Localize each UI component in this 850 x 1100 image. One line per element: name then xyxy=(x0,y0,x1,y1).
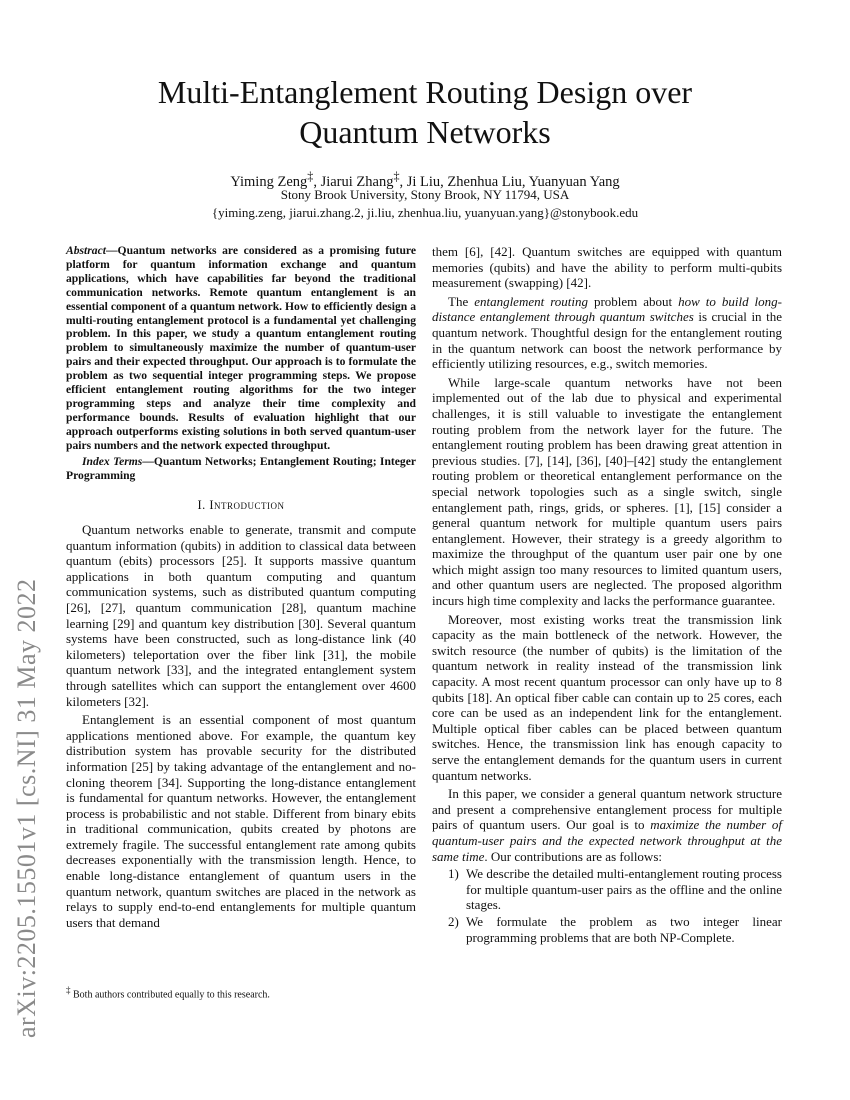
routing-problem-paragraph: The entanglement routing problem about how to build long-distance entanglement through quantum switches is crucial in the quantum network. Thoughtful design for the entanglement routing in the quantum network can boost the network performance by efficiently utilizing resources, e.g., switch memories. xyxy=(432,293,782,372)
other-authors: , Ji Liu, Zhenhua Liu, Yuanyuan Yang xyxy=(399,173,620,190)
right-column xyxy=(432,244,782,946)
footnote xyxy=(66,984,416,1001)
equal-contribution-mark: ‡ xyxy=(307,169,314,183)
title-line-1: Multi-Entanglement Routing Design over xyxy=(157,74,693,110)
title-line-2: Quantum Networks xyxy=(299,114,551,150)
arxiv-side-stamp: arXiv:2205.15501v1 [cs.NI] 31 May 2022 xyxy=(12,578,41,1038)
list-item: 2) We formulate the problem as two integer linear programming problems that are both NP-Complete. xyxy=(448,913,782,945)
footnote-mark: ‡ xyxy=(66,985,71,995)
abstract-label: Abstract xyxy=(66,244,106,257)
intro-paragraph-1: Quantum networks enable to generate, transmit and compute quantum information (qubits) in addition to classical data between quantum (ebits) processors [25]. It supports massive quantum applications in both quantum computing and quantum communication systems, such as distributed quantum computing [26], [27], quantum communication [28], quantum machine learning [29] and quantum key distribution [30]. Several quantum systems have been constructed, such as long-distance link (40 kilometers) teleportation over the fiber link [31], the mobile quantum network [33], and the integrated entanglement system through satellites which can support the entanglement over 4600 kilometers [32]. xyxy=(66,522,416,709)
intro-paragraph-2: Entanglement is an essential component of most quantum applications mentioned above. For example, the quantum key distribution system has provable security for the distributed information [25] by taking advantage of the entanglement and no-cloning theorem [34]. Supporting the long-distance entanglement is fundamental for quantum networks. However, the entanglement process is probabilistic and not stable. Different from binary ebits in traditional communication, qubits created by photons are extremely fragile. The successful entanglement rate among qubits decreases exponentially with the transmission length. Hence, to enable long-distance entanglement of quantum users in the quantum network, quantum switches are placed in the network as relays to supply end-to-end entanglements for multiple quantum users that demand xyxy=(66,712,416,930)
left-column xyxy=(66,244,416,930)
section-heading-introduction: I. Introduction xyxy=(197,498,285,513)
abstract xyxy=(66,244,416,453)
author-list: Yiming Zeng‡, Jiarui Zhang‡, Ji Liu, Zhenhua Liu, Yuanyuan Yang xyxy=(230,169,620,190)
contributions-intro-paragraph: In this paper, we consider a general quantum network structure and present a comprehensive entanglement process for multiple pairs of quantum users. Our goal is to maximize the number of quantum-user pairs and the expected network throughput at the same time. Our contributions are as follows: xyxy=(432,786,783,864)
author-emails: {yiming.zeng, jiarui.zhang.2, ji.liu, zhenhua.liu, yuanyuan.yang}@stonybook.edu xyxy=(211,205,639,220)
contributions-list xyxy=(432,866,782,945)
related-work-paragraph: While large-scale quantum networks have not been implemented out of the lab due to physical and experimental challenges, it is still valuable to investigate the entanglement routing problem from the network layer for the future. The entanglement routing problem has been drawing great attention in previous studies. [7], [14], [36], [40]–[42] study the entanglement routing problem or theoretical entanglement performance on the special network topologies such as a single switch, single entanglement path, rings, grids, or spheres. [1], [15] consider a general quantum network for multiple quantum users pairs entanglement. However, their strategy is a greedy algorithm to maximize the throughput of the quantum user pair one by one which might assign too many resources to limited quantum users, and other quantum users are neglected. The proposed algorithm incurs high time complexity and lacks the performance guarantee. xyxy=(432,374,782,609)
continued-paragraph: them [6], [42]. Quantum switches are equipped with quantum memories (qubits) and have the ability to perform multi-qubits measurement (swapping) [42]. xyxy=(432,244,782,291)
abstract-text: —Quantum networks are considered as a promising future platform for quantum information exchange and quantum applications, which have capabilities far beyond the traditional communication networks. Remote quantum entanglement is an essential component of a quantum network. How to efficiently design a multi-routing entanglement protocol is a fundamental yet challenging problem. In this paper, we study a quantum entanglement routing problem to simultaneously maximize the number of quantum-user pairs and their expected throughput. Our approach is to formulate the problem as two sequential integer programming steps. We propose efficient entanglement routing algorithms for the two integer programming steps and analyze their time complexity and performance bounds. Results of evaluation highlight that our approach outperforms existing solutions in both served quantum-user pairs numbers and the network expected throughput. xyxy=(66,244,416,452)
list-item: 1) We describe the detailed multi-entanglement routing process for multiple quantum-user pairs as the offline and the online stages. xyxy=(448,866,782,913)
bottleneck-paragraph: Moreover, most existing works treat the transmission link capacity as the main bottleneck of the network. However, the switch resource (the number of qubits) is the limitation of the quantum network in reality instead of the transmission link capacity. A most recent quantum processor can only have up to 8 qubits [18]. An optical fiber cable can contain up to 25 cores, each core can be used as an independent link for the entanglement. Multiple optical fiber cables can be placed between quantum switches. Hence, the transmission link has enough capacity to serve the entanglement demands for the quantum users in current quantum networks. xyxy=(432,611,782,783)
equal-contribution-mark: ‡ xyxy=(393,169,400,183)
paper-title xyxy=(60,72,790,152)
affiliation: Stony Brook University, Stony Brook, NY 11794, USA xyxy=(280,187,570,202)
author-1: Yiming Zeng xyxy=(230,173,308,190)
footnote-text: Both authors contributed equally to this research. xyxy=(70,989,270,1001)
index-terms xyxy=(66,455,416,483)
index-terms-text: —Quantum Networks; Entanglement Routing; Integer Programming xyxy=(66,454,416,482)
author-2: Jiarui Zhang xyxy=(320,173,394,190)
index-terms-label: Index Terms xyxy=(82,454,143,468)
